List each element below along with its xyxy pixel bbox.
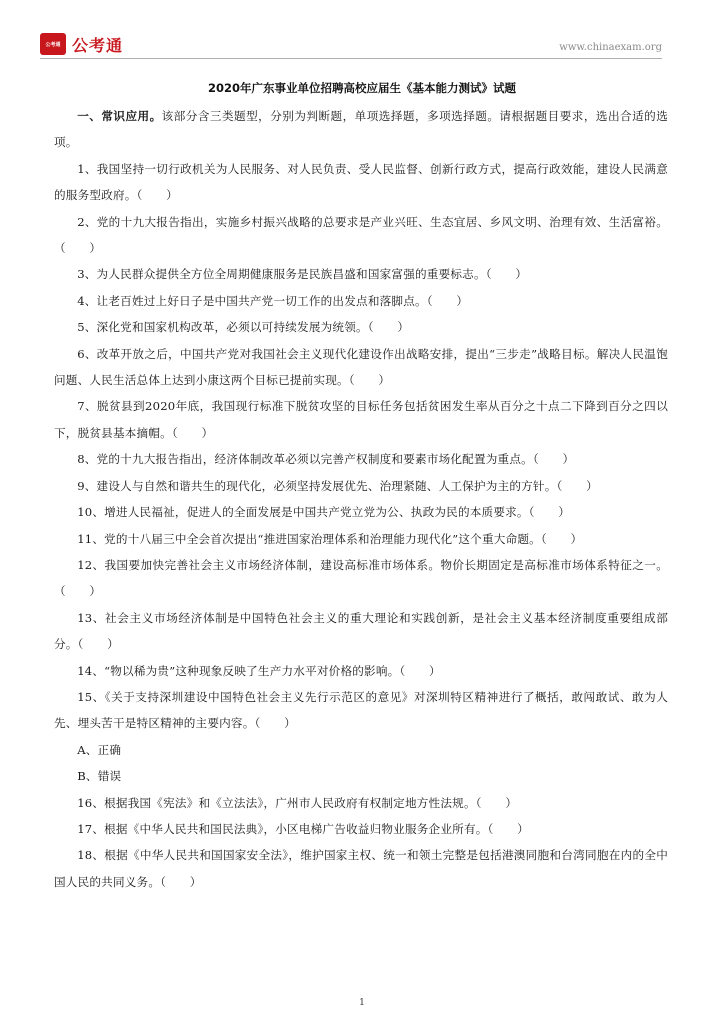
site-url[interactable]: www.chinaexam.org (559, 42, 662, 53)
question-13: 13、社会主义市场经济体制是中国特色社会主义的重大理论和实践创新，是社会主义基本经济制度重要组成部分。（ ） (54, 610, 668, 652)
option-a: A、正确 (77, 742, 122, 757)
logo-text: 公考通 (72, 35, 124, 55)
question-8: 8、党的十九大报告指出，经济体制改革必须以完善产权制度和要素市场化配置为重点。（ ） (77, 452, 575, 467)
document-body (54, 103, 668, 895)
question-18: 18、根据《中华人民共和国国家安全法》，维护国家主权、统一和领土完整是包括港澳同胞和台湾同胞在内的全中国人民的共同义务。（ ） (54, 848, 668, 889)
document-title: 2020年广东事业单位招聘高校应届生《基本能力测试》试题 (207, 81, 516, 95)
page-number: 1 (359, 998, 365, 1008)
question-7: 7、脱贫县到2020年底，我国现行标准下脱贫攻坚的目标任务包括贫困发生率从百分之十点二下降到百分之四以下，脱贫县基本摘帽。（ ） (54, 399, 668, 440)
question-10: 10、增进人民福祉，促进人的全面发展是中国共产党立党为公、执政为民的本质要求。（ ） (77, 505, 571, 520)
header-divider (40, 58, 662, 59)
question-9: 9、建设人与自然和谐共生的现代化，必须坚持发展优先、治理紧随、人工保护为主的方针。（ ） (77, 478, 598, 493)
section-intro (54, 103, 668, 156)
question-15: 15、《关于支持深圳建设中国特色社会主义先行示范区的意见》对深圳特区精神进行了概括，敢闯敢试、敢为人先、埋头苦干是特区精神的主要内容。（ ） (54, 689, 668, 731)
section-intro-text: 该部分含三类题型，分别为判断题，单项选择题，多项选择题。请根据题目要求，选出合适的选项。 (54, 109, 669, 150)
question-17: 17、根据《中华人民共和国民法典》，小区电梯广告收益归物业服务企业所有。（ ） (77, 821, 529, 836)
page-header (40, 30, 662, 64)
logo[interactable] (40, 32, 123, 56)
question-6: 6、改革开放之后，中国共产党对我国社会主义现代化建设作出战略安排，提出“三步走”战略目标。解决人民温饱问题、人民生活总体上达到小康这两个目标已提前实现。（ ） (54, 346, 668, 388)
question-11: 11、党的十八届三中全会首次提出“推进国家治理体系和治理能力现代化”这个重大命题。（ ） (77, 531, 583, 546)
question-5: 5、深化党和国家机构改革，必须以可持续发展为统领。（ ） (77, 320, 410, 335)
question-16: 16、根据我国《宪法》和《立法法》，广州市人民政府有权制定地方性法规。（ ） (77, 795, 518, 810)
section-heading: 一、常识应用。 (77, 109, 162, 123)
question-3: 3、为人民群众提供全方位全周期健康服务是民族昌盛和国家富强的重要标志。（ ） (77, 267, 528, 282)
question-12: 12、我国要加快完善社会主义市场经济体制，建设高标准市场体系。物价长期固定是高标准市场体系特征之一。（ ） (54, 557, 668, 599)
option-b: B、错误 (77, 769, 122, 784)
question-4: 4、让老百姓过上好日子是中国共产党一切工作的出发点和落脚点。（ ） (77, 293, 469, 308)
logo-badge-icon: 公考通 (40, 33, 66, 55)
question-1: 1、我国坚持一切行政机关为人民服务、对人民负责、受人民监督、创新行政方式，提高行政效能，建设人民满意的服务型政府。（ ） (54, 161, 668, 203)
question-2: 2、党的十九大报告指出，实施乡村振兴战略的总要求是产业兴旺、生态宜居、乡风文明、治理有效、生活富裕。（ ） (54, 214, 668, 256)
question-14: 14、“物以稀为贵”这种现象反映了生产力水平对价格的影响。（ ） (77, 663, 441, 678)
